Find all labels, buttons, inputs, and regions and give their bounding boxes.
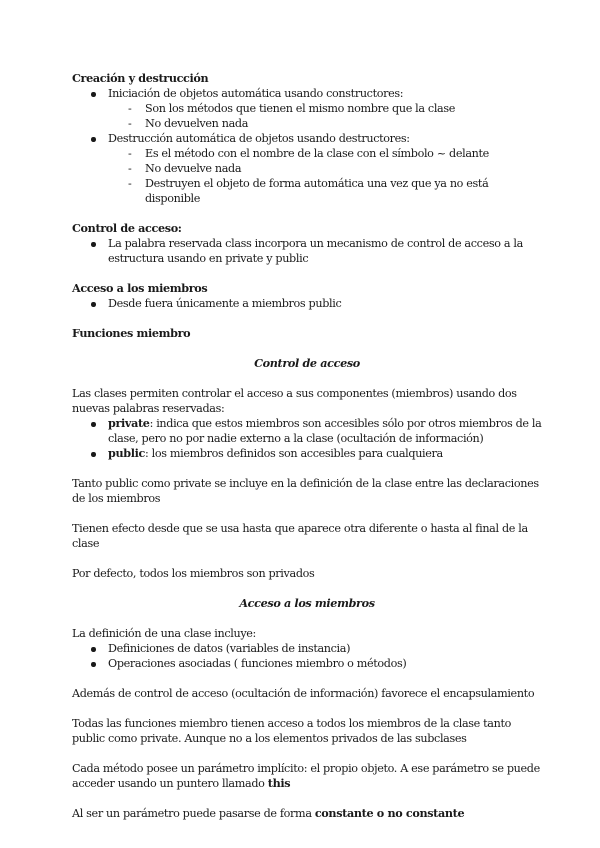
section-title-acceso: Acceso a los miembros	[72, 281, 208, 295]
keyword-constante: constante o no constante	[314, 806, 465, 820]
bullet-public	[72, 446, 542, 461]
keyword-this: this	[267, 776, 291, 790]
this-intro: Cada método posee un parámetro implícito: el propio objeto. A ese parámetro se puede acceder usando un puntero llamado	[72, 762, 540, 790]
keyword-private: private	[108, 416, 150, 430]
dash-item: - Son los métodos que tienen el mismo nombre que la clase	[72, 101, 542, 116]
public-description: : los miembros definidos son accesibles para cualquiera	[145, 447, 443, 460]
paragraph-control-p2: Tienen efecto desde que se usa hasta que aparece otra diferente o hasta al final de la clase	[72, 522, 528, 550]
private-description: : indica que estos miembros son accesibles sólo por otros miembros de la clase, pero no por nadie externo a la clase (ocultación de información)	[108, 417, 542, 445]
heading-acceso-a-los-miembros: Acceso a los miembros	[239, 596, 375, 610]
section-title-funciones: Funciones miembro	[72, 326, 191, 340]
paragraph-acceso-p1: Además de control de acceso (ocultación de información) favorece el encapsulamiento	[72, 687, 535, 700]
section-title-creacion: Creación y destrucción	[72, 71, 209, 85]
bullet-operaciones: Operaciones asociadas ( funciones miembro o métodos)	[72, 656, 542, 671]
dash-item: - Destruyen el objeto de forma automática una vez que ya no está disponible	[72, 176, 542, 206]
bullet-public-only: Desde fuera únicamente a miembros public	[72, 296, 542, 311]
paragraph-control-intro: Las clases permiten controlar el acceso a sus componentes (miembros) usando dos nuevas palabras reservadas:	[72, 387, 517, 415]
dash-item: - Es el método con el nombre de la clase con el símbolo ~ delante	[72, 146, 542, 161]
dash-item: - No devuelve nada	[72, 161, 542, 176]
bullet-destructores: Destrucción automática de objetos usando destructores:	[72, 131, 542, 146]
bullet-constructores: Iniciación de objetos automática usando constructores:	[72, 86, 542, 101]
paragraph-acceso-p2: Todas las funciones miembro tienen acceso a todos los miembros de la clase tanto public como private. Aunque no a los elementos privados de las subclases	[72, 717, 512, 745]
constante-intro: Al ser un parámetro puede pasarse de forma	[72, 807, 315, 820]
bullet-private	[72, 416, 542, 446]
keyword-public: public	[108, 446, 145, 460]
bullet-class-keyword: La palabra reservada class incorpora un mecanismo de control de acceso a la estructura usando en private y public	[72, 236, 542, 266]
paragraph-control-p3: Por defecto, todos los miembros son privados	[72, 567, 315, 580]
dash-item: - No devuelven nada	[72, 116, 542, 131]
heading-control-de-acceso: Control de acceso	[254, 356, 360, 370]
bullet-definiciones-datos: Definiciones de datos (variables de instancia)	[72, 641, 542, 656]
paragraph-control-p1: Tanto public como private se incluye en la definición de la clase entre las declaraciones de los miembros	[72, 477, 539, 505]
paragraph-acceso-p3	[72, 761, 542, 791]
document-page	[72, 71, 542, 821]
section-title-control: Control de acceso:	[72, 221, 182, 235]
paragraph-acceso-intro: La definición de una clase incluye:	[72, 627, 256, 640]
paragraph-acceso-p4	[72, 806, 542, 821]
